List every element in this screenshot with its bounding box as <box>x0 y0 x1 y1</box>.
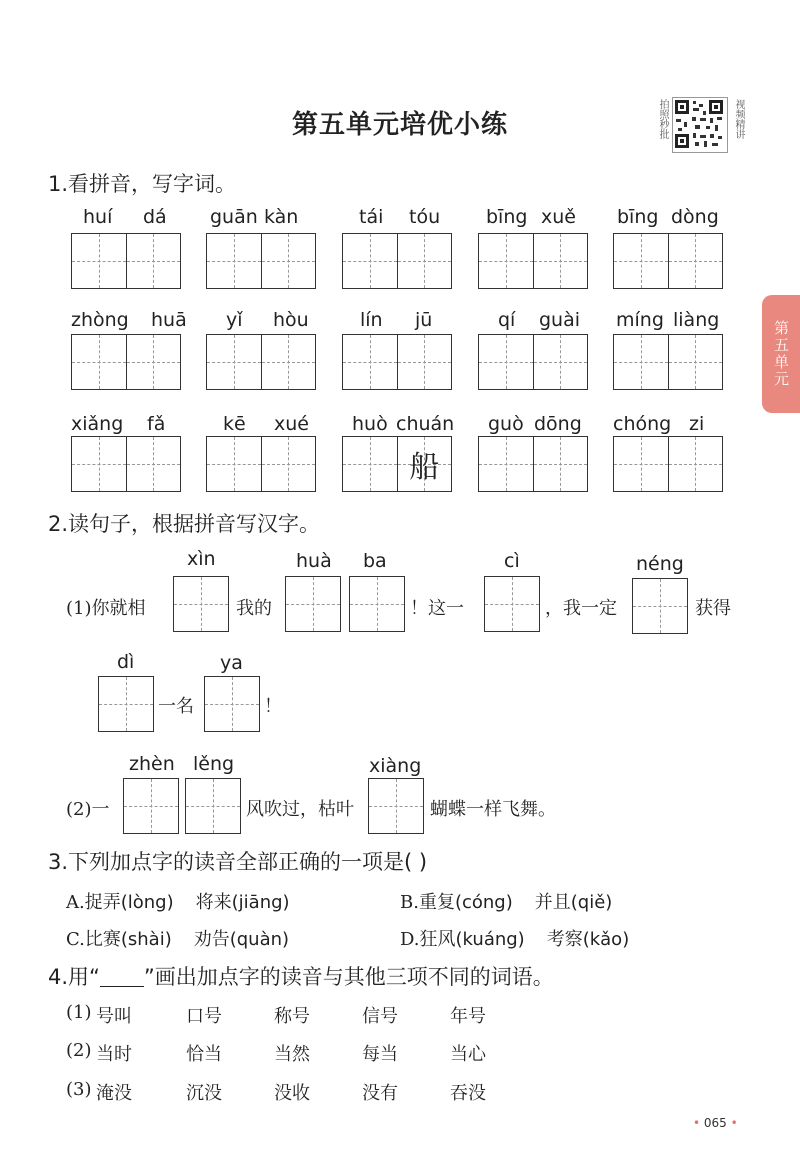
answer-box[interactable] <box>71 233 181 289</box>
pinyin: xiàng <box>369 755 422 777</box>
answer-box[interactable] <box>613 436 723 492</box>
option-label: C. <box>66 929 85 950</box>
answer-box[interactable] <box>478 334 588 390</box>
option-reading: (kuáng) <box>455 929 525 950</box>
sentence-text: (2)一 <box>66 799 110 820</box>
filled-char <box>262 335 316 389</box>
choice-word[interactable]: 当时 <box>96 1044 132 1065</box>
choice-word[interactable]: 吞没 <box>450 1083 486 1104</box>
pinyin: lěng <box>193 753 235 775</box>
answer-cell[interactable] <box>479 234 533 288</box>
option-reading: (shài) <box>120 929 172 950</box>
answer-box[interactable] <box>204 676 260 732</box>
filled-char <box>669 335 723 389</box>
pinyin: zi <box>689 413 705 435</box>
option-reading: (lòng) <box>120 892 174 913</box>
q4-heading-start: 4.用“ <box>48 965 100 989</box>
pinyin: néng <box>636 553 684 575</box>
option-word: 考察 <box>546 929 583 950</box>
sentence-text: ，我一定 <box>545 598 617 619</box>
answer-box[interactable] <box>123 778 179 834</box>
q4-heading-end: ”画出加点字的读音与其他三项不同的词语。 <box>143 965 554 989</box>
unit-side-tab[interactable]: 第五单元 <box>762 295 800 413</box>
pinyin: dōng <box>534 413 582 435</box>
q2-heading: 2.读句子，根据拼音写汉字。 <box>48 512 321 536</box>
filled-char <box>534 335 588 389</box>
choice-word[interactable]: 没有 <box>362 1083 398 1104</box>
filled-char <box>614 335 668 389</box>
choice-word[interactable]: 没收 <box>274 1083 310 1104</box>
option-b[interactable] <box>400 888 612 914</box>
answer-cell[interactable] <box>343 437 397 491</box>
filled-char <box>127 437 181 491</box>
filled-char <box>534 437 588 491</box>
answer-cell[interactable] <box>479 437 533 491</box>
choice-word[interactable]: 淹没 <box>96 1083 132 1104</box>
answer-box[interactable] <box>173 576 229 632</box>
filled-char <box>669 437 723 491</box>
filled-char <box>262 437 316 491</box>
choice-word[interactable]: 号叫 <box>96 1006 132 1027</box>
answer-cell[interactable] <box>261 335 316 389</box>
answer-box[interactable] <box>342 334 452 390</box>
answer-cell[interactable] <box>126 234 181 288</box>
answer-cell[interactable] <box>668 234 723 288</box>
filled-char <box>398 335 452 389</box>
filled-char <box>614 234 668 288</box>
pinyin: guò <box>488 413 524 435</box>
answer-box[interactable] <box>71 334 181 390</box>
answer-box[interactable] <box>478 436 588 492</box>
pinyin: bīng <box>617 206 659 228</box>
pinyin: xuě <box>541 206 576 228</box>
qr-code[interactable] <box>672 97 728 153</box>
answer-cell[interactable] <box>397 437 452 491</box>
pinyin: fǎ <box>147 413 166 435</box>
answer-cell[interactable] <box>533 437 588 491</box>
pinyin: xiǎng <box>71 413 124 435</box>
filled-char <box>127 234 181 288</box>
filled-char <box>207 234 261 288</box>
choice-word[interactable]: 口号 <box>186 1006 222 1027</box>
answer-box[interactable] <box>632 578 688 634</box>
filled-char <box>534 234 588 288</box>
answer-cell[interactable] <box>614 335 668 389</box>
option-word: 将来 <box>195 892 232 913</box>
pinyin: xué <box>274 413 309 435</box>
sentence-text: ！ <box>264 696 282 717</box>
answer-box[interactable] <box>71 436 181 492</box>
pinyin: ya <box>220 652 243 674</box>
pinyin: bīng <box>486 206 528 228</box>
answer-box[interactable] <box>185 778 241 834</box>
pinyin: dì <box>117 651 135 673</box>
filled-char: 船 <box>409 450 440 485</box>
answer-box[interactable] <box>98 676 154 732</box>
choice-word[interactable]: 当然 <box>274 1044 310 1065</box>
pinyin: huà <box>296 550 332 572</box>
sentence-text: 我的 <box>236 598 272 619</box>
answer-cell[interactable] <box>614 437 668 491</box>
choice-word[interactable]: 当心 <box>450 1044 486 1065</box>
option-reading: (kǎo) <box>582 929 630 950</box>
answer-cell[interactable] <box>207 335 261 389</box>
filled-char <box>72 234 126 288</box>
pinyin: lín <box>360 309 383 331</box>
answer-box[interactable] <box>368 778 424 834</box>
pinyin: yǐ <box>226 309 243 331</box>
answer-cell[interactable] <box>668 335 723 389</box>
answer-cell[interactable] <box>397 234 452 288</box>
pinyin: hòu <box>273 309 309 331</box>
pinyin: huā <box>151 309 187 331</box>
answer-cell[interactable] <box>261 437 316 491</box>
option-label: B. <box>400 892 419 913</box>
sentence-text: ！这一 <box>410 598 464 619</box>
answer-cell[interactable] <box>126 437 181 491</box>
row-label: (2) <box>66 1040 92 1061</box>
filled-char <box>72 335 126 389</box>
answer-box[interactable] <box>206 436 316 492</box>
filled-char <box>262 234 316 288</box>
pinyin: zhòng <box>71 309 129 331</box>
option-reading: (jiāng) <box>231 892 290 913</box>
option-word: 重复 <box>418 892 455 913</box>
pinyin: huí <box>83 206 113 228</box>
qr-right-label: 视频精讲 <box>733 99 744 139</box>
q4-heading <box>48 961 554 991</box>
answer-box[interactable] <box>613 233 723 289</box>
answer-cell[interactable] <box>72 335 126 389</box>
option-word: 捉弄 <box>84 892 121 913</box>
choice-word[interactable]: 称号 <box>274 1006 310 1027</box>
choice-word[interactable]: 沉没 <box>186 1083 222 1104</box>
answer-box[interactable] <box>613 334 723 390</box>
option-word: 并且 <box>534 892 571 913</box>
row-label: (1) <box>66 1002 92 1023</box>
answer-cell[interactable] <box>126 335 181 389</box>
pinyin: ba <box>363 550 387 572</box>
row-label: (3) <box>66 1079 92 1100</box>
answer-cell[interactable] <box>668 437 723 491</box>
answer-box[interactable] <box>206 334 316 390</box>
filled-char <box>614 437 668 491</box>
answer-cell[interactable] <box>343 234 397 288</box>
sentence-text: 蝴蝶一样飞舞。 <box>430 799 556 820</box>
pinyin: dá <box>143 206 167 228</box>
pinyin: tái <box>359 206 384 228</box>
answer-cell[interactable] <box>261 234 316 288</box>
pinyin: huò <box>352 413 388 435</box>
filled-char <box>479 234 533 288</box>
pinyin: dòng <box>671 206 719 228</box>
answer-cell[interactable] <box>207 437 261 491</box>
pinyin: xìn <box>187 548 216 570</box>
qr-code-icon <box>673 98 725 150</box>
pinyin: liàng <box>673 309 720 331</box>
pinyin: chóng <box>613 413 672 435</box>
answer-box[interactable] <box>342 233 452 289</box>
choice-word[interactable]: 恰当 <box>186 1044 222 1065</box>
pinyin: kē <box>223 413 246 435</box>
sentence-text: 一名 <box>158 696 194 717</box>
filled-char <box>207 437 261 491</box>
answer-cell[interactable] <box>207 234 261 288</box>
answer-cell[interactable] <box>533 335 588 389</box>
sentence-text: 风吹过，枯叶 <box>246 799 354 820</box>
page-number: • 065 • <box>693 1116 738 1130</box>
option-word: 比赛 <box>84 929 121 950</box>
q1-heading: 1.看拼音，写字词。 <box>48 172 237 196</box>
filled-char <box>343 234 397 288</box>
filled-char <box>343 437 397 491</box>
filled-char <box>207 335 261 389</box>
filled-char <box>479 437 533 491</box>
page-title: 第五单元培优小练 <box>291 110 508 140</box>
filled-char <box>72 437 126 491</box>
filled-char <box>343 335 397 389</box>
choice-word[interactable]: 年号 <box>450 1006 486 1027</box>
pinyin: cì <box>504 550 520 572</box>
choice-word[interactable]: 每当 <box>362 1044 398 1065</box>
filled-char <box>669 234 723 288</box>
answer-cell[interactable] <box>343 335 397 389</box>
option-word: 劝告 <box>193 929 230 950</box>
pinyin: zhèn <box>129 753 175 775</box>
pinyin: guài <box>539 309 581 331</box>
filled-char <box>398 234 452 288</box>
answer-box[interactable] <box>349 576 405 632</box>
answer-cell[interactable] <box>533 234 588 288</box>
answer-cell[interactable] <box>72 437 126 491</box>
page-number-text: 065 <box>703 1116 727 1130</box>
pinyin: míng <box>616 309 664 331</box>
option-label: D. <box>400 929 420 950</box>
answer-box[interactable] <box>285 576 341 632</box>
sentence-text: 获得 <box>695 598 731 619</box>
option-a[interactable] <box>66 888 290 914</box>
filled-char <box>479 335 533 389</box>
answer-cell[interactable] <box>479 335 533 389</box>
answer-box[interactable] <box>342 436 452 492</box>
option-d[interactable] <box>400 925 629 951</box>
sentence-text: (1)你就相 <box>66 598 146 619</box>
answer-box[interactable] <box>478 233 588 289</box>
answer-box[interactable] <box>484 576 540 632</box>
pinyin: chuán <box>396 413 455 435</box>
option-label: A. <box>66 892 85 913</box>
filled-char <box>127 335 181 389</box>
answer-cell[interactable] <box>72 234 126 288</box>
pinyin: guān <box>210 206 258 228</box>
choice-word[interactable]: 信号 <box>362 1006 398 1027</box>
q3-heading: 3.下列加点字的读音全部正确的一项是( ) <box>48 850 428 874</box>
option-word: 狂风 <box>419 929 456 950</box>
option-reading: (qiě) <box>570 892 613 913</box>
pinyin: kàn <box>264 206 299 228</box>
option-reading: (quàn) <box>229 929 290 950</box>
pinyin: tóu <box>409 206 441 228</box>
qr-left-label: 拍照秒批 <box>657 99 668 139</box>
pinyin: qí <box>498 309 516 331</box>
pinyin: jū <box>415 309 433 331</box>
underline-sample <box>100 970 144 987</box>
answer-box[interactable] <box>206 233 316 289</box>
option-c[interactable] <box>66 925 289 951</box>
answer-cell[interactable] <box>614 234 668 288</box>
option-reading: (cóng) <box>454 892 513 913</box>
answer-cell[interactable] <box>397 335 452 389</box>
